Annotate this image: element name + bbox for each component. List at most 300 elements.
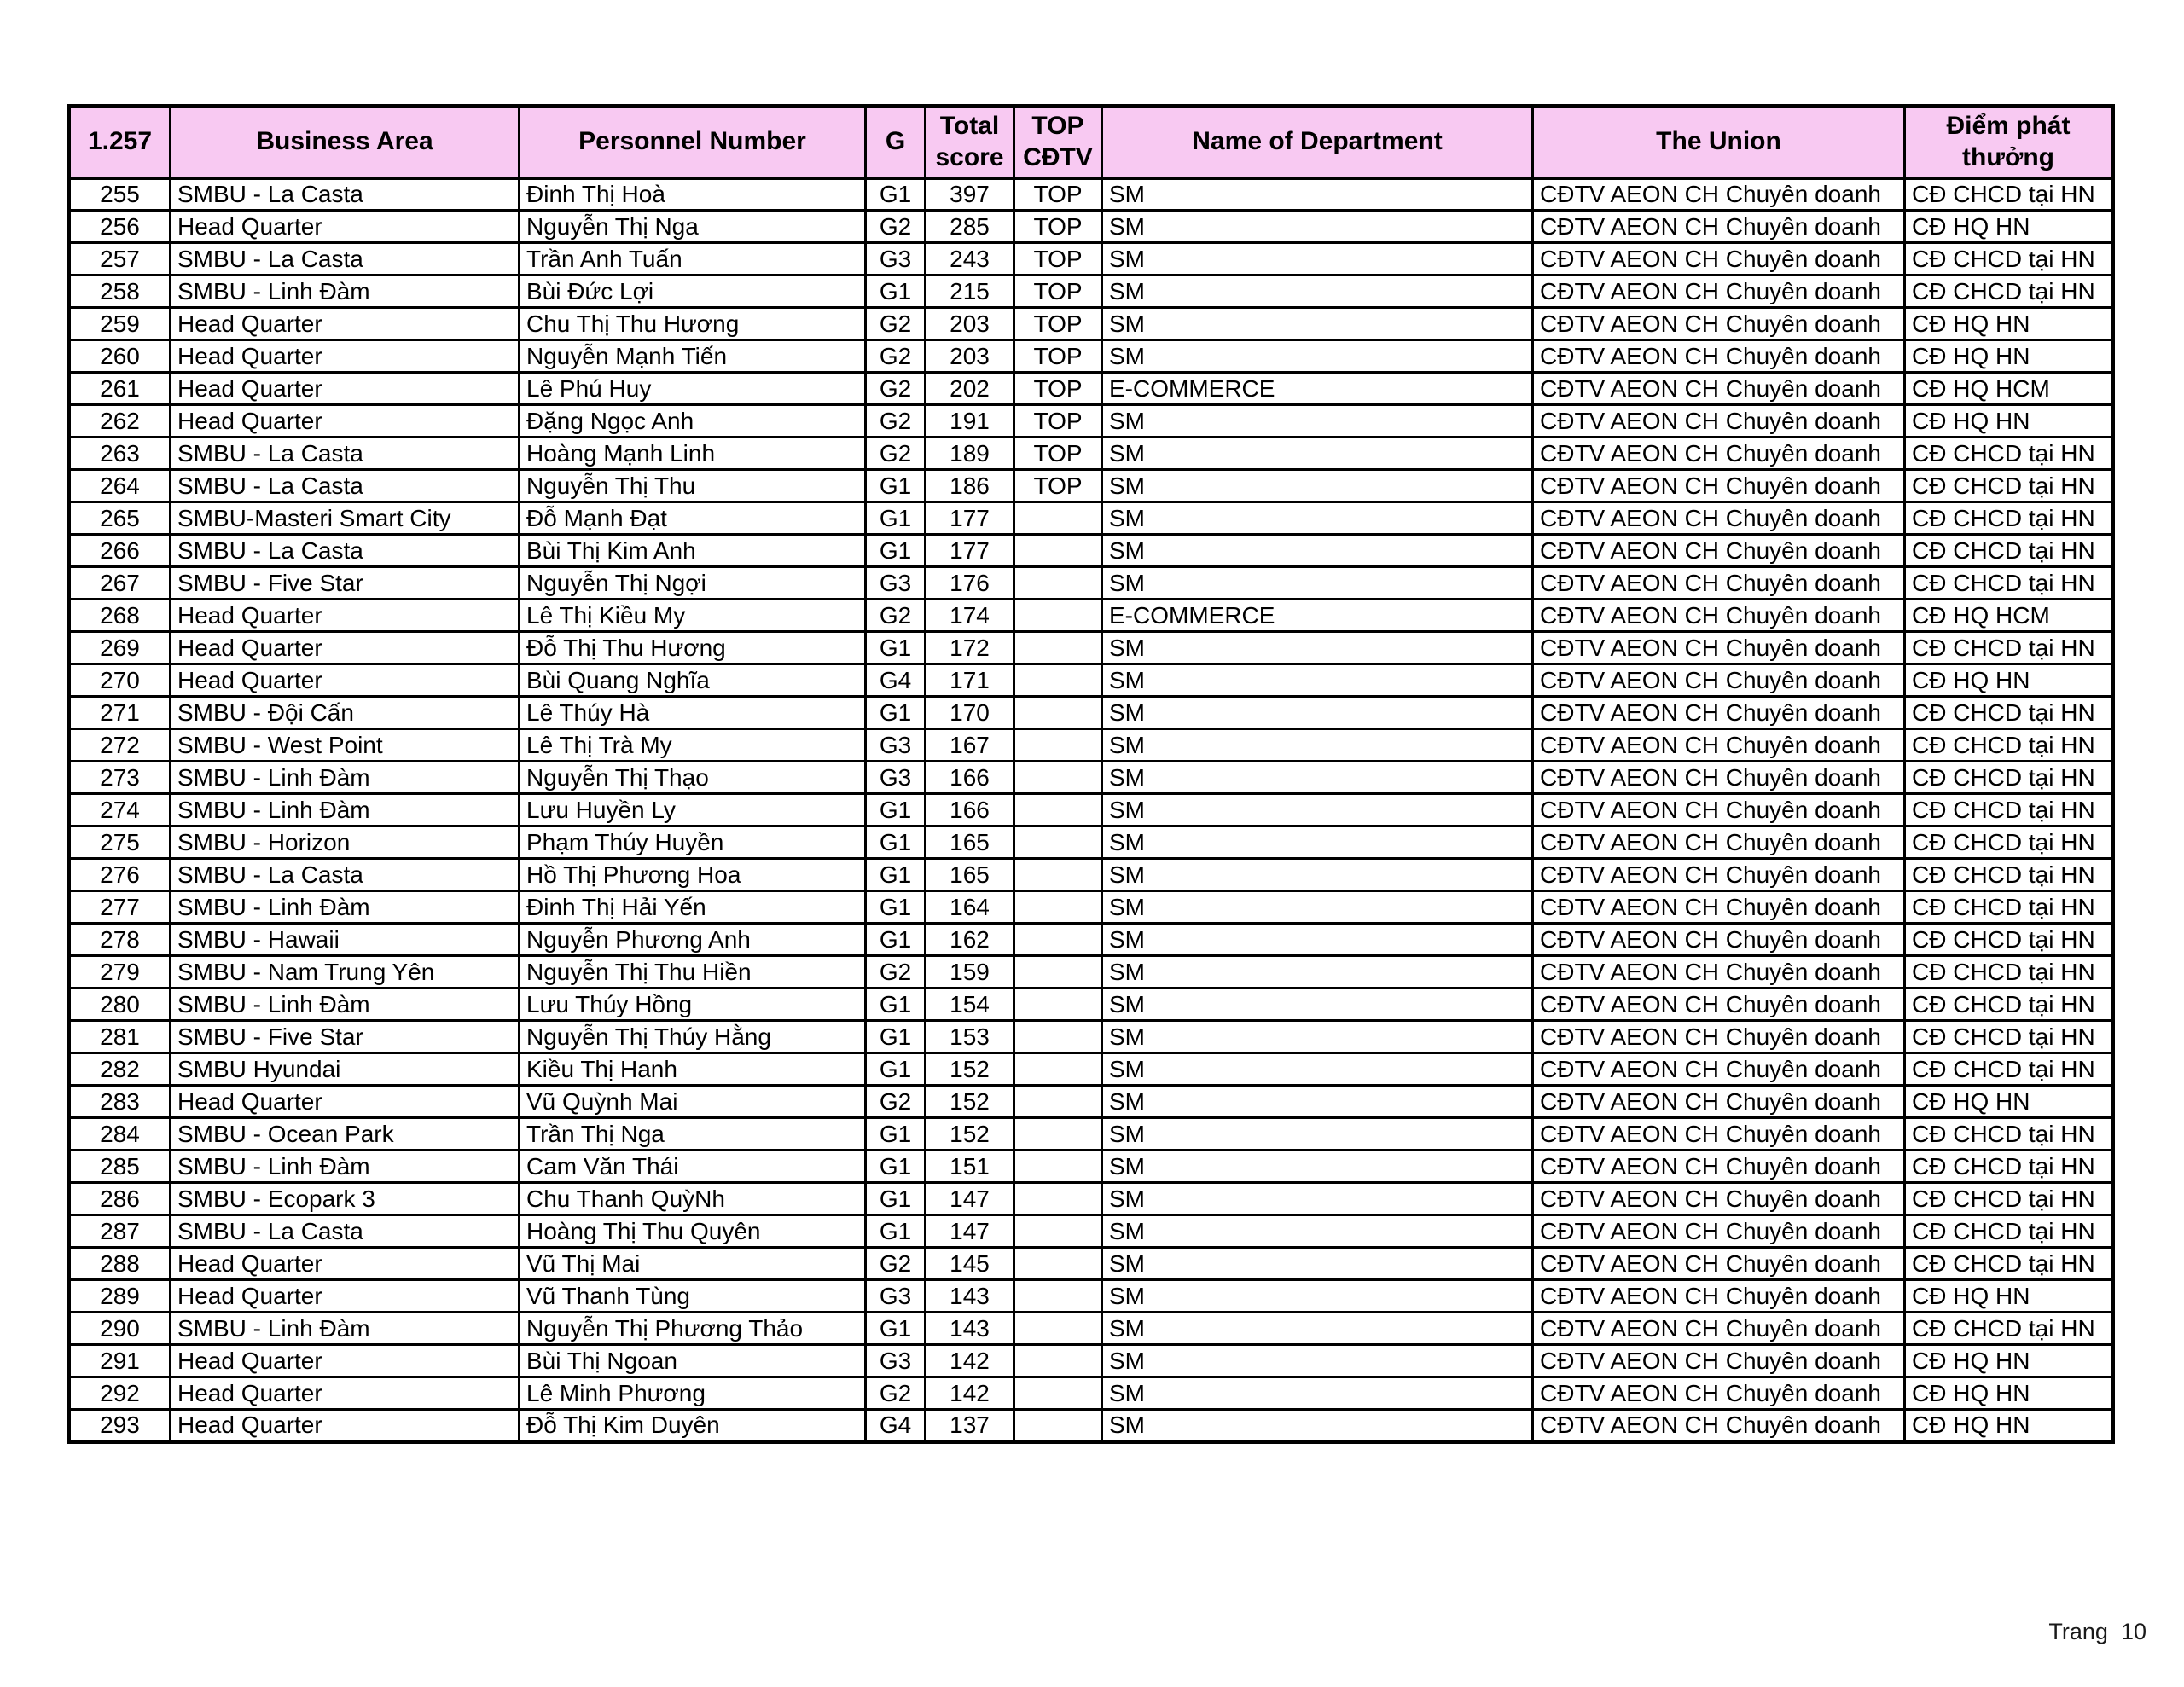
table-row: [69, 988, 2113, 1021]
department-cell: SM: [1102, 826, 1533, 859]
business_area-cell: SMBU - La Casta: [171, 535, 520, 567]
total_score-cell: 153: [926, 1021, 1014, 1053]
reward_point-cell: CĐ CHCD tại HN: [1905, 826, 2113, 859]
personnel-cell: Chu Thị Thu Hương: [520, 308, 866, 340]
grade-cell: G2: [866, 1086, 926, 1118]
reward_point-cell: CĐ CHCD tại HN: [1905, 1183, 2113, 1215]
personnel-cell: Nguyễn Thị Nga: [520, 211, 866, 243]
table-row: [69, 340, 2113, 373]
department-cell: SM: [1102, 891, 1533, 924]
table-row: [69, 697, 2113, 729]
union-cell: CĐTV AEON CH Chuyên doanh: [1533, 891, 1905, 924]
reward_point-cell: CĐ CHCD tại HN: [1905, 956, 2113, 988]
union-cell: CĐTV AEON CH Chuyên doanh: [1533, 1151, 1905, 1183]
business_area-cell: SMBU - Ocean Park: [171, 1118, 520, 1151]
department-cell: SM: [1102, 794, 1533, 826]
table-row: [69, 438, 2113, 470]
reward_point-cell: CĐ CHCD tại HN: [1905, 243, 2113, 275]
reward_point-cell: CĐ CHCD tại HN: [1905, 1215, 2113, 1248]
table-row: [69, 1410, 2113, 1442]
reward_point-cell: CĐ CHCD tại HN: [1905, 178, 2113, 211]
reward_point-cell: CĐ CHCD tại HN: [1905, 891, 2113, 924]
personnel-cell: Nguyễn Thị Thu: [520, 470, 866, 502]
total_score-cell: 143: [926, 1313, 1014, 1345]
grade-cell: G1: [866, 988, 926, 1021]
total_score-cell: 202: [926, 373, 1014, 405]
union-cell: CĐTV AEON CH Chuyên doanh: [1533, 1086, 1905, 1118]
top_cdtv-cell: [1014, 1183, 1102, 1215]
top_cdtv-cell: TOP: [1014, 405, 1102, 438]
total_score-cell: 170: [926, 697, 1014, 729]
grade-cell: G3: [866, 762, 926, 794]
personnel-cell: Hồ Thị Phương Hoa: [520, 859, 866, 891]
grade-cell: G1: [866, 535, 926, 567]
department-cell: SM: [1102, 502, 1533, 535]
business_area-cell: Head Quarter: [171, 340, 520, 373]
total_score-cell: 142: [926, 1377, 1014, 1410]
total_score-cell: 165: [926, 826, 1014, 859]
union-cell: CĐTV AEON CH Chuyên doanh: [1533, 178, 1905, 211]
department-cell: SM: [1102, 1118, 1533, 1151]
personnel-cell: Vũ Quỳnh Mai: [520, 1086, 866, 1118]
top_cdtv-cell: [1014, 1345, 1102, 1377]
top_cdtv-cell: [1014, 1410, 1102, 1442]
reward_point-cell: CĐ HQ HN: [1905, 664, 2113, 697]
total_score-cell: 143: [926, 1280, 1014, 1313]
personnel-cell: Trần Anh Tuấn: [520, 243, 866, 275]
table-row: [69, 1248, 2113, 1280]
department-cell: SM: [1102, 470, 1533, 502]
department-cell: SM: [1102, 567, 1533, 600]
row_index-cell: 266: [69, 535, 171, 567]
business_area-cell: SMBU - La Casta: [171, 243, 520, 275]
personnel-cell: Lê Minh Phương: [520, 1377, 866, 1410]
reward_point-cell: CĐ CHCD tại HN: [1905, 762, 2113, 794]
top_cdtv-cell: TOP: [1014, 243, 1102, 275]
top_cdtv-cell: [1014, 1021, 1102, 1053]
personnel-cell: Đỗ Thị Kim Duyên: [520, 1410, 866, 1442]
column-header-top_cdtv: TOP CĐTV: [1014, 107, 1102, 178]
grade-cell: G1: [866, 924, 926, 956]
reward_point-cell: CĐ CHCD tại HN: [1905, 632, 2113, 664]
total_score-cell: 152: [926, 1053, 1014, 1086]
department-cell: SM: [1102, 632, 1533, 664]
total_score-cell: 203: [926, 340, 1014, 373]
union-cell: CĐTV AEON CH Chuyên doanh: [1533, 243, 1905, 275]
grade-cell: G1: [866, 697, 926, 729]
department-cell: SM: [1102, 1248, 1533, 1280]
grade-cell: G4: [866, 664, 926, 697]
total_score-cell: 152: [926, 1118, 1014, 1151]
department-cell: SM: [1102, 729, 1533, 762]
union-cell: CĐTV AEON CH Chuyên doanh: [1533, 600, 1905, 632]
department-cell: SM: [1102, 859, 1533, 891]
top_cdtv-cell: [1014, 502, 1102, 535]
row_index-cell: 259: [69, 308, 171, 340]
top_cdtv-cell: TOP: [1014, 275, 1102, 308]
column-header-reward_point: Điểm phát thưởng: [1905, 107, 2113, 178]
union-cell: CĐTV AEON CH Chuyên doanh: [1533, 1377, 1905, 1410]
union-cell: CĐTV AEON CH Chuyên doanh: [1533, 664, 1905, 697]
grade-cell: G3: [866, 243, 926, 275]
top_cdtv-cell: TOP: [1014, 438, 1102, 470]
top_cdtv-cell: [1014, 600, 1102, 632]
table-row: [69, 1215, 2113, 1248]
union-cell: CĐTV AEON CH Chuyên doanh: [1533, 1215, 1905, 1248]
union-cell: CĐTV AEON CH Chuyên doanh: [1533, 1118, 1905, 1151]
business_area-cell: SMBU - La Casta: [171, 178, 520, 211]
personnel-cell: Lê Thúy Hà: [520, 697, 866, 729]
top_cdtv-cell: [1014, 826, 1102, 859]
grade-cell: G2: [866, 340, 926, 373]
reward_point-cell: CĐ CHCD tại HN: [1905, 794, 2113, 826]
reward_point-cell: CĐ CHCD tại HN: [1905, 567, 2113, 600]
personnel-cell: Đặng Ngọc Anh: [520, 405, 866, 438]
reward_point-cell: CĐ HQ HN: [1905, 1345, 2113, 1377]
column-header-department: Name of Department: [1102, 107, 1533, 178]
reward_point-cell: CĐ CHCD tại HN: [1905, 1151, 2113, 1183]
grade-cell: G1: [866, 1053, 926, 1086]
total_score-cell: 174: [926, 600, 1014, 632]
grade-cell: G1: [866, 502, 926, 535]
total_score-cell: 165: [926, 859, 1014, 891]
business_area-cell: SMBU - Five Star: [171, 1021, 520, 1053]
row_index-cell: 276: [69, 859, 171, 891]
row_index-cell: 271: [69, 697, 171, 729]
business_area-cell: SMBU - Linh Đàm: [171, 1313, 520, 1345]
row_index-cell: 258: [69, 275, 171, 308]
reward_point-cell: CĐ CHCD tại HN: [1905, 859, 2113, 891]
table-row: [69, 1151, 2113, 1183]
union-cell: CĐTV AEON CH Chuyên doanh: [1533, 502, 1905, 535]
table-row: [69, 308, 2113, 340]
table-row: [69, 1118, 2113, 1151]
department-cell: SM: [1102, 178, 1533, 211]
total_score-cell: 177: [926, 502, 1014, 535]
personnel-cell: Hoàng Thị Thu Quyên: [520, 1215, 866, 1248]
business_area-cell: Head Quarter: [171, 308, 520, 340]
business_area-cell: SMBU - Linh Đàm: [171, 891, 520, 924]
table-row: [69, 826, 2113, 859]
row_index-cell: 264: [69, 470, 171, 502]
row_index-cell: 290: [69, 1313, 171, 1345]
union-cell: CĐTV AEON CH Chuyên doanh: [1533, 405, 1905, 438]
reward_point-cell: CĐ CHCD tại HN: [1905, 275, 2113, 308]
row_index-cell: 285: [69, 1151, 171, 1183]
table-row: [69, 600, 2113, 632]
department-cell: SM: [1102, 697, 1533, 729]
union-cell: CĐTV AEON CH Chuyên doanh: [1533, 826, 1905, 859]
grade-cell: G2: [866, 308, 926, 340]
union-cell: CĐTV AEON CH Chuyên doanh: [1533, 1053, 1905, 1086]
total_score-cell: 167: [926, 729, 1014, 762]
union-cell: CĐTV AEON CH Chuyên doanh: [1533, 535, 1905, 567]
top_cdtv-cell: [1014, 1377, 1102, 1410]
department-cell: SM: [1102, 1151, 1533, 1183]
union-cell: CĐTV AEON CH Chuyên doanh: [1533, 697, 1905, 729]
row_index-cell: 288: [69, 1248, 171, 1280]
total_score-cell: 171: [926, 664, 1014, 697]
grade-cell: G1: [866, 632, 926, 664]
business_area-cell: Head Quarter: [171, 1345, 520, 1377]
row_index-cell: 284: [69, 1118, 171, 1151]
business_area-cell: Head Quarter: [171, 664, 520, 697]
page-number: Trang 10: [2048, 1619, 2146, 1644]
department-cell: SM: [1102, 924, 1533, 956]
top_cdtv-cell: [1014, 1151, 1102, 1183]
department-cell: SM: [1102, 762, 1533, 794]
business_area-cell: Head Quarter: [171, 1410, 520, 1442]
row_index-cell: 269: [69, 632, 171, 664]
table-row: [69, 535, 2113, 567]
reward_point-cell: CĐ HQ HN: [1905, 211, 2113, 243]
personnel-cell: Đỗ Thị Thu Hương: [520, 632, 866, 664]
reward_point-cell: CĐ CHCD tại HN: [1905, 988, 2113, 1021]
reward_point-cell: CĐ CHCD tại HN: [1905, 1053, 2113, 1086]
top_cdtv-cell: [1014, 1248, 1102, 1280]
grade-cell: G1: [866, 891, 926, 924]
personnel-cell: Hoàng Mạnh Linh: [520, 438, 866, 470]
union-cell: CĐTV AEON CH Chuyên doanh: [1533, 211, 1905, 243]
top_cdtv-cell: TOP: [1014, 373, 1102, 405]
business_area-cell: SMBU - Linh Đàm: [171, 762, 520, 794]
grade-cell: G3: [866, 567, 926, 600]
personnel-cell: Lê Phú Huy: [520, 373, 866, 405]
department-cell: SM: [1102, 211, 1533, 243]
total_score-cell: 137: [926, 1410, 1014, 1442]
reward_point-cell: CĐ CHCD tại HN: [1905, 535, 2113, 567]
row_index-cell: 255: [69, 178, 171, 211]
table-row: [69, 729, 2113, 762]
business_area-cell: Head Quarter: [171, 405, 520, 438]
business_area-cell: SMBU - Horizon: [171, 826, 520, 859]
table-row: [69, 924, 2113, 956]
union-cell: CĐTV AEON CH Chuyên doanh: [1533, 1021, 1905, 1053]
personnel-cell: Đỗ Mạnh Đạt: [520, 502, 866, 535]
table-row: [69, 470, 2113, 502]
row_index-cell: 279: [69, 956, 171, 988]
reward_point-cell: CĐ HQ HN: [1905, 340, 2113, 373]
reward_point-cell: CĐ HQ HN: [1905, 405, 2113, 438]
personnel-cell: Kiều Thị Hanh: [520, 1053, 866, 1086]
table-row: [69, 1345, 2113, 1377]
column-header-row_index: 1.257: [69, 107, 171, 178]
top_cdtv-cell: [1014, 1280, 1102, 1313]
grade-cell: G1: [866, 1183, 926, 1215]
top_cdtv-cell: [1014, 567, 1102, 600]
business_area-cell: SMBU - La Casta: [171, 438, 520, 470]
grade-cell: G3: [866, 1280, 926, 1313]
top_cdtv-cell: [1014, 924, 1102, 956]
business_area-cell: Head Quarter: [171, 1248, 520, 1280]
total_score-cell: 191: [926, 405, 1014, 438]
reward_point-cell: CĐ HQ HN: [1905, 1086, 2113, 1118]
column-header-business_area: Business Area: [171, 107, 520, 178]
table-row: [69, 1053, 2113, 1086]
table-row: [69, 1377, 2113, 1410]
department-cell: SM: [1102, 1410, 1533, 1442]
top_cdtv-cell: [1014, 891, 1102, 924]
top_cdtv-cell: [1014, 697, 1102, 729]
personnel-cell: Vũ Thị Mai: [520, 1248, 866, 1280]
department-cell: SM: [1102, 1053, 1533, 1086]
personnel-cell: Nguyễn Thị Phương Thảo: [520, 1313, 866, 1345]
row_index-cell: 281: [69, 1021, 171, 1053]
grade-cell: G1: [866, 794, 926, 826]
row_index-cell: 260: [69, 340, 171, 373]
reward_point-cell: CĐ CHCD tại HN: [1905, 1313, 2113, 1345]
total_score-cell: 166: [926, 762, 1014, 794]
personnel-cell: Lưu Huyền Ly: [520, 794, 866, 826]
grade-cell: G2: [866, 405, 926, 438]
row_index-cell: 261: [69, 373, 171, 405]
top_cdtv-cell: [1014, 1215, 1102, 1248]
top_cdtv-cell: [1014, 762, 1102, 794]
grade-cell: G1: [866, 859, 926, 891]
reward_point-cell: CĐ HQ HN: [1905, 1377, 2113, 1410]
union-cell: CĐTV AEON CH Chuyên doanh: [1533, 794, 1905, 826]
personnel-cell: Lưu Thúy Hồng: [520, 988, 866, 1021]
union-cell: CĐTV AEON CH Chuyên doanh: [1533, 1313, 1905, 1345]
table-row: [69, 1021, 2113, 1053]
row_index-cell: 257: [69, 243, 171, 275]
total_score-cell: 142: [926, 1345, 1014, 1377]
union-cell: CĐTV AEON CH Chuyên doanh: [1533, 275, 1905, 308]
personnel-cell: Lê Thị Kiều My: [520, 600, 866, 632]
personnel-cell: Phạm Thúy Huyền: [520, 826, 866, 859]
personnel-cell: Cam Văn Thái: [520, 1151, 866, 1183]
department-cell: SM: [1102, 664, 1533, 697]
row_index-cell: 287: [69, 1215, 171, 1248]
grade-cell: G2: [866, 600, 926, 632]
grade-cell: G2: [866, 1248, 926, 1280]
business_area-cell: SMBU - Five Star: [171, 567, 520, 600]
total_score-cell: 243: [926, 243, 1014, 275]
top_cdtv-cell: TOP: [1014, 470, 1102, 502]
total_score-cell: 176: [926, 567, 1014, 600]
business_area-cell: SMBU-Masteri Smart City: [171, 502, 520, 535]
table-row: [69, 762, 2113, 794]
reward_point-cell: CĐ CHCD tại HN: [1905, 502, 2113, 535]
table-row: [69, 211, 2113, 243]
top_cdtv-cell: TOP: [1014, 211, 1102, 243]
grade-cell: G1: [866, 1313, 926, 1345]
row_index-cell: 263: [69, 438, 171, 470]
row_index-cell: 272: [69, 729, 171, 762]
reward_point-cell: CĐ CHCD tại HN: [1905, 1021, 2113, 1053]
union-cell: CĐTV AEON CH Chuyên doanh: [1533, 340, 1905, 373]
row_index-cell: 256: [69, 211, 171, 243]
business_area-cell: Head Quarter: [171, 1377, 520, 1410]
department-cell: SM: [1102, 1183, 1533, 1215]
personnel-cell: Nguyễn Thị Ngợi: [520, 567, 866, 600]
top_cdtv-cell: [1014, 859, 1102, 891]
union-cell: CĐTV AEON CH Chuyên doanh: [1533, 1280, 1905, 1313]
business_area-cell: SMBU - La Casta: [171, 470, 520, 502]
reward_point-cell: CĐ HQ HN: [1905, 1280, 2113, 1313]
reward_point-cell: CĐ CHCD tại HN: [1905, 1118, 2113, 1151]
table-row: [69, 373, 2113, 405]
column-header-grade: G: [866, 107, 926, 178]
personnel-cell: Bùi Đức Lợi: [520, 275, 866, 308]
personnel-cell: Lê Thị Trà My: [520, 729, 866, 762]
reward_point-cell: CĐ CHCD tại HN: [1905, 1248, 2113, 1280]
department-cell: E-COMMERCE: [1102, 373, 1533, 405]
department-cell: SM: [1102, 438, 1533, 470]
row_index-cell: 268: [69, 600, 171, 632]
total_score-cell: 203: [926, 308, 1014, 340]
total_score-cell: 166: [926, 794, 1014, 826]
total_score-cell: 189: [926, 438, 1014, 470]
row_index-cell: 267: [69, 567, 171, 600]
total_score-cell: 145: [926, 1248, 1014, 1280]
business_area-cell: Head Quarter: [171, 600, 520, 632]
department-cell: SM: [1102, 1021, 1533, 1053]
department-cell: SM: [1102, 1086, 1533, 1118]
union-cell: CĐTV AEON CH Chuyên doanh: [1533, 1410, 1905, 1442]
total_score-cell: 164: [926, 891, 1014, 924]
business_area-cell: SMBU - West Point: [171, 729, 520, 762]
row_index-cell: 262: [69, 405, 171, 438]
grade-cell: G1: [866, 470, 926, 502]
department-cell: SM: [1102, 535, 1533, 567]
row_index-cell: 282: [69, 1053, 171, 1086]
reward_point-cell: CĐ CHCD tại HN: [1905, 697, 2113, 729]
grade-cell: G1: [866, 275, 926, 308]
personnel-cell: Chu Thanh QuỳNh: [520, 1183, 866, 1215]
grade-cell: G1: [866, 1118, 926, 1151]
personnel-cell: Nguyễn Thị Thúy Hằng: [520, 1021, 866, 1053]
row_index-cell: 278: [69, 924, 171, 956]
business_area-cell: SMBU - Hawaii: [171, 924, 520, 956]
table-row: [69, 243, 2113, 275]
table-header: [69, 107, 2113, 178]
row_index-cell: 286: [69, 1183, 171, 1215]
total_score-cell: 186: [926, 470, 1014, 502]
union-cell: CĐTV AEON CH Chuyên doanh: [1533, 567, 1905, 600]
table-row: [69, 567, 2113, 600]
union-cell: CĐTV AEON CH Chuyên doanh: [1533, 924, 1905, 956]
table-header-row: [69, 107, 2113, 178]
row_index-cell: 270: [69, 664, 171, 697]
top_cdtv-cell: [1014, 1086, 1102, 1118]
row_index-cell: 289: [69, 1280, 171, 1313]
department-cell: SM: [1102, 340, 1533, 373]
grade-cell: G3: [866, 1345, 926, 1377]
table-row: [69, 794, 2113, 826]
column-header-union: The Union: [1533, 107, 1905, 178]
business_area-cell: SMBU - Linh Đàm: [171, 1151, 520, 1183]
top_cdtv-cell: [1014, 664, 1102, 697]
personnel-cell: Nguyễn Phương Anh: [520, 924, 866, 956]
table-row: [69, 956, 2113, 988]
reward_point-cell: CĐ HQ HCM: [1905, 600, 2113, 632]
department-cell: E-COMMERCE: [1102, 600, 1533, 632]
row_index-cell: 283: [69, 1086, 171, 1118]
union-cell: CĐTV AEON CH Chuyên doanh: [1533, 438, 1905, 470]
business_area-cell: Head Quarter: [171, 1086, 520, 1118]
union-cell: CĐTV AEON CH Chuyên doanh: [1533, 988, 1905, 1021]
department-cell: SM: [1102, 1280, 1533, 1313]
personnel-cell: Đinh Thị Hải Yến: [520, 891, 866, 924]
top_cdtv-cell: [1014, 535, 1102, 567]
union-cell: CĐTV AEON CH Chuyên doanh: [1533, 1183, 1905, 1215]
reward_point-cell: CĐ HQ HCM: [1905, 373, 2113, 405]
department-cell: SM: [1102, 308, 1533, 340]
union-cell: CĐTV AEON CH Chuyên doanh: [1533, 762, 1905, 794]
total_score-cell: 159: [926, 956, 1014, 988]
top_cdtv-cell: TOP: [1014, 178, 1102, 211]
